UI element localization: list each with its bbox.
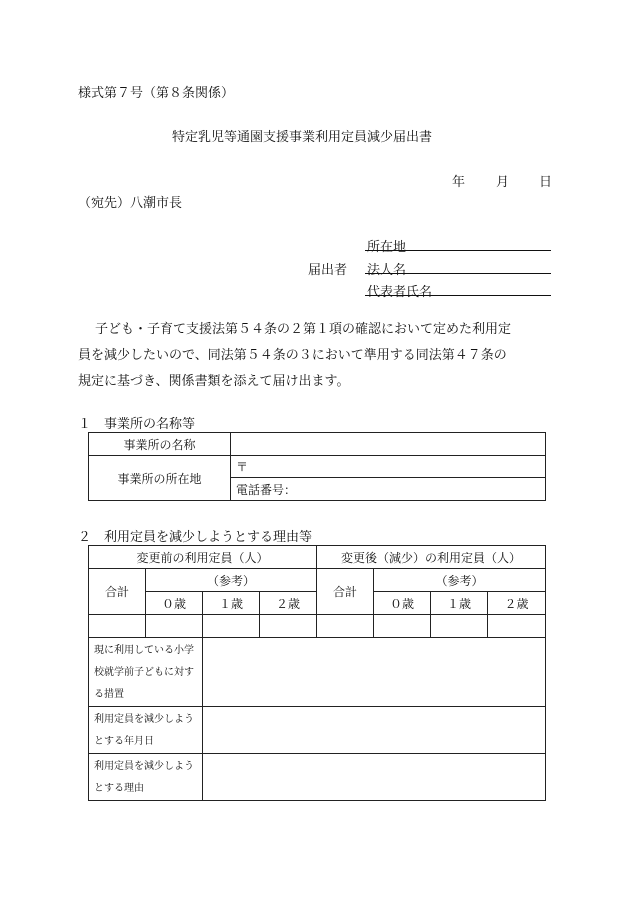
date-year-label: 年	[452, 175, 466, 190]
body-line-3: 規定に基づき、関係書類を添えて届け出ます。	[78, 374, 350, 389]
before-total-label: 合計	[89, 569, 146, 615]
submitter-rep-label: 代表者氏名	[367, 285, 433, 300]
facility-phone-field[interactable]	[231, 478, 546, 501]
submitter-corp-label: 法人名	[367, 263, 407, 278]
before-age0-label: ０歳	[146, 592, 203, 615]
after-age1-field[interactable]	[431, 615, 488, 638]
capacity-table	[88, 545, 546, 801]
submitter-address-label: 所在地	[367, 240, 407, 255]
date-month-label: 月	[496, 175, 510, 190]
reduction-date-field[interactable]	[203, 707, 546, 754]
after-age0-field[interactable]	[374, 615, 431, 638]
before-reference-label: （参考）	[146, 569, 317, 592]
after-age2-field[interactable]	[488, 615, 546, 638]
body-line-2: 員を減少したいので、同法第５４条の３において準用する同法第４７条の	[78, 348, 507, 363]
before-age0-field[interactable]	[146, 615, 203, 638]
facility-postal-field[interactable]	[231, 456, 546, 478]
reduction-date-label: 利用定員を減少しようとする年月日	[89, 707, 203, 754]
reduction-reason-field[interactable]	[203, 754, 546, 801]
document-title: 特定乳児等通園支援事業利用定員減少届出書	[172, 130, 433, 145]
submitter-corp-line[interactable]	[365, 273, 551, 274]
submitter-rep-line[interactable]	[365, 295, 551, 296]
phone-label: 電話番号：	[236, 482, 297, 497]
addressee: （宛先）八潮市長	[78, 196, 183, 211]
before-total-field[interactable]	[89, 615, 146, 638]
section1-heading: １ 事業所の名称等	[78, 417, 196, 432]
before-age1-field[interactable]	[203, 615, 260, 638]
facility-address-label: 事業所の所在地	[89, 456, 231, 501]
body-line-1: 子ども・子育て支援法第５４条の２第１項の確認において定めた利用定	[95, 322, 512, 337]
before-age2-label: ２歳	[260, 592, 317, 615]
section2-heading: ２ 利用定員を減少しようとする理由等	[78, 530, 313, 545]
measures-field[interactable]	[203, 638, 546, 707]
reduction-reason-label: 利用定員を減少しようとする理由	[89, 754, 203, 801]
facility-name-label: 事業所の名称	[89, 433, 231, 456]
submitter-label: 届出者	[308, 263, 348, 278]
submitter-address-line[interactable]	[365, 250, 551, 251]
after-total-field[interactable]	[317, 615, 374, 638]
date-day-label: 日	[539, 175, 553, 190]
after-total-label: 合計	[317, 569, 374, 615]
after-age0-label: ０歳	[374, 592, 431, 615]
postal-mark: 〒	[236, 460, 249, 474]
before-age1-label: １歳	[203, 592, 260, 615]
before-age2-field[interactable]	[260, 615, 317, 638]
after-age2-label: ２歳	[488, 592, 546, 615]
after-capacity-header: 変更後（減少）の利用定員（人）	[317, 546, 546, 569]
facility-name-field[interactable]	[231, 433, 546, 456]
after-reference-label: （参考）	[374, 569, 546, 592]
after-age1-label: １歳	[431, 592, 488, 615]
facility-info-table	[88, 432, 546, 501]
form-number: 様式第７号（第８条関係）	[78, 86, 235, 101]
measures-label: 現に利用している小学校就学前子どもに対する措置	[89, 638, 203, 707]
before-capacity-header: 変更前の利用定員（人）	[89, 546, 317, 569]
